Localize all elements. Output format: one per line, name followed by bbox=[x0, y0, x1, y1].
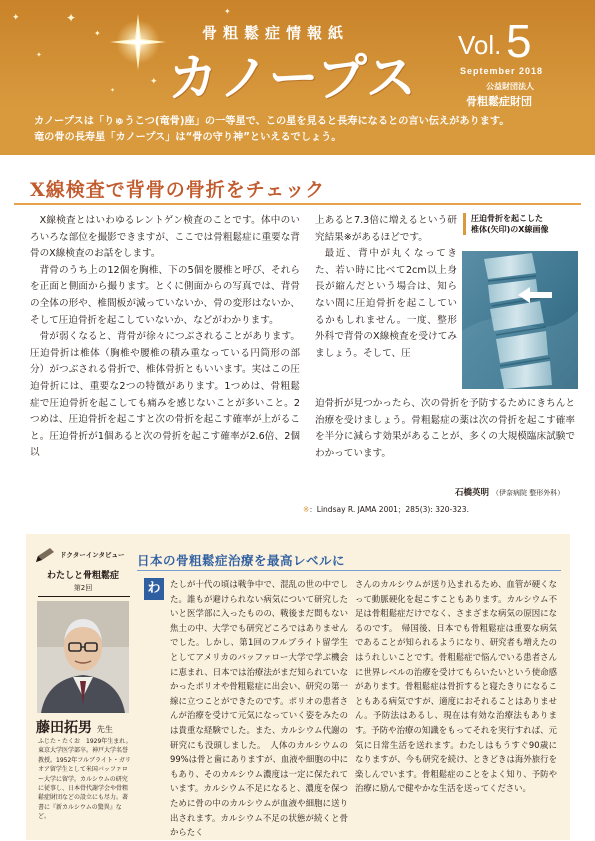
article-column-right bbox=[315, 213, 457, 362]
interview-title-divider bbox=[137, 570, 561, 571]
small-star-icon: ✦ bbox=[36, 51, 42, 59]
reference-text: ：Lindsay R. JAMA 2001；285(3): 320-323. bbox=[309, 505, 469, 514]
interview-series-title: わたしと骨粗鬆症 bbox=[46, 571, 119, 581]
article-paragraph: 背骨のうち上の12個を胸椎、下の5個を腰椎と呼び、それらを正面と側面から撮ります。とくに側面からの写真では、背骨の全体の形や、椎間板が減っていないか、骨の変形はないか、そして圧迫骨折を起こしていないか、などがわかります。 bbox=[30, 264, 300, 326]
interview-series-number: 第2回 bbox=[73, 584, 93, 592]
intro-text bbox=[34, 114, 574, 146]
article-paragraph: 最近、背中が丸くなってきた、若い時に比べて2cm以上身長が縮んだという場合は、知らない間に圧迫骨折を起こしているかもしれません。一度、整形外科で背骨のX線検査を受けてみましょう。そして、圧 bbox=[315, 248, 457, 359]
interview-paragraph: たしが十代の頃は戦争中で、混乱の世の中でした。誰もが避けられない病気について研究したいと医学部に入ったものの、戦後まだ間もない焦土の中、大学でも研究どころではありませんでした。しかし、第1回のフルブライト留学生としてアメリカのバッファロー大学で学ぶ機会に恵まれ、日本では治療法がまだ知られていなかったポリオや骨粗鬆症に出会い、研究の第一線に立つことができたのです。ポリオの患者さんが治療を受けて元気になっていく姿をみたのは貴重な経験でした。また、カルシウム代謝の研究にも没頭しました。 人体のカルシウムの99%は骨と歯にありますが、血液や細胞の中にもあり、そのカルシウム濃度は一定に保たれています。カルシウム不足になると、濃度を保つために骨の中のカルシウムが血液や細胞に送り出されます。カルシウム不足の状態が続くと骨からたく bbox=[170, 579, 348, 838]
article-paragraph: 骨が弱くなると、背骨が徐々につぶされることがあります。圧迫骨折は椎体（胸椎や腰椎の積み重なっている円筒形の部分）がつぶされる骨折で、椎体骨折ともいいます。実はこの圧迫骨折には、重要な2つの特徴があります。1つめは、骨粗鬆症で圧迫骨折を起こしても痛みを感じないことが多いこと。2つめは、圧迫骨折を起こすと次の骨折を起こす確率が上がること。圧迫骨折が1個あると次の骨折を起こす確率が2.6倍、2個以 bbox=[30, 331, 300, 459]
reference-note bbox=[303, 504, 469, 515]
arrow-left-icon bbox=[518, 287, 552, 303]
issue-date: September 2018 bbox=[460, 66, 544, 76]
interview-column-1 bbox=[146, 577, 348, 840]
canopus-star-icon bbox=[108, 12, 168, 72]
reference-mark: ※ bbox=[303, 505, 310, 514]
small-star-icon: ✦ bbox=[94, 29, 101, 38]
figure-caption bbox=[463, 213, 578, 235]
volume-label: Vol. bbox=[458, 30, 502, 60]
doctor-honorific: 先生 bbox=[96, 725, 113, 734]
small-star-icon: ✦ bbox=[224, 7, 231, 16]
volume-number: 5 bbox=[506, 15, 532, 67]
intro-line: 竜の骨の長寿星「カノープス」は“骨の守り神”といえるでしょう。 bbox=[34, 132, 342, 143]
interview-kicker: ドクターインタビュー bbox=[60, 551, 125, 559]
small-star-icon: ✦ bbox=[12, 13, 20, 23]
article-column-left bbox=[30, 213, 300, 462]
title-divider bbox=[14, 203, 581, 205]
small-star-icon: ✦ bbox=[150, 77, 158, 87]
spine-xray-image bbox=[462, 251, 578, 389]
paper-name: 骨粗鬆症情報紙 bbox=[202, 24, 350, 42]
pen-icon bbox=[34, 546, 56, 564]
publisher-name: 骨粗鬆症財団 bbox=[466, 95, 532, 108]
masthead bbox=[0, 0, 595, 155]
doctor-name bbox=[36, 717, 113, 737]
publisher-type: 公益財団法人 bbox=[486, 82, 534, 91]
small-star-icon: ✦ bbox=[110, 87, 116, 94]
doctor-bio: ふじた・たくお 1929年生まれ。東京大学医学部卒。神戸大学名誉教授。1952年フルブライト・ガリオア留学生として米国バッファロー大学に留学。カルシウムの研究に従事し、日本骨代謝学会や骨粗鬆症財団などの設立にも尽力。著書に『新カルシウムの驚異』など。 bbox=[38, 738, 132, 821]
interview-column-2: さんのカルシウムが送り込まれるため、血管が硬くなって動脈硬化を起こすこともあります。カルシウム不足は骨粗鬆症だけでなく、さまざまな病気の原因になるのです。 帰国後、日本でも骨粗鬆症は重要な病気であることが知られるようになり、研究者も増えたのはうれしいことです。骨粗鬆症で悩んでいる患者さんに世界レベルの治療を受けてもらいたいという使命感があります。骨粗鬆症は骨折すると寝たきりになることもある病気ですが、適度におそれることはありません。予防法はあるし、現在は有効な治療法もあります。予防や治療の知識をもってそれを実行すれば、元気に日常生活を送れます。わたしはもうすぐ90歳になりますが、今も研究を続け、ときどきは海外旅行を楽しんでいます。骨粗鬆症のことをよく知り、予防や治療に励んで健やかな生活を送ってください。 bbox=[355, 579, 557, 794]
article-paragraph: 上あると7.3倍に増えるという研究結果※があるほどです。 bbox=[315, 215, 457, 243]
article-author bbox=[455, 486, 564, 498]
article-title: X線検査で背骨の骨折をチェック bbox=[30, 179, 326, 201]
series-divider bbox=[38, 596, 130, 597]
brand-logo: カノープス bbox=[168, 49, 417, 107]
author-name: 石橋英明 bbox=[455, 488, 490, 498]
small-star-icon: ✦ bbox=[66, 11, 77, 25]
interview-title: 日本の骨粗鬆症治療を最高レベルに bbox=[137, 553, 346, 568]
doctor-portrait bbox=[37, 601, 129, 713]
author-affiliation: （伊奈病院 整形外科） bbox=[491, 489, 565, 497]
figure-caption-line: 椎体(矢印)のX線画像 bbox=[471, 225, 549, 234]
article-paragraph: 迫骨折が見つかったら、次の骨折を予防するためにきちんと治療を受けましょう。骨粗鬆症の薬は次の骨折を起こす確率を半分に減らす効果があることが、多くの大規模臨床試験でわかっています。 bbox=[315, 398, 575, 459]
figure-caption-line: 圧迫骨折を起こした bbox=[471, 214, 543, 223]
article-column-bottom bbox=[315, 396, 575, 462]
intro-line: カノープスは「りゅうこつ(竜骨)座」の一等星で、この星を見ると長寿になるとの言い伝えがあります。 bbox=[34, 116, 510, 127]
article-paragraph: X線検査とはいわゆるレントゲン検査のことです。体中のいろいろな部位を撮影できますが、ここでは骨粗鬆症に重要な背骨のX線検査のお話をします。 bbox=[30, 215, 300, 260]
doctor-name-text: 藤田拓男 bbox=[36, 720, 92, 736]
interview-dropcap: わ bbox=[144, 578, 164, 600]
